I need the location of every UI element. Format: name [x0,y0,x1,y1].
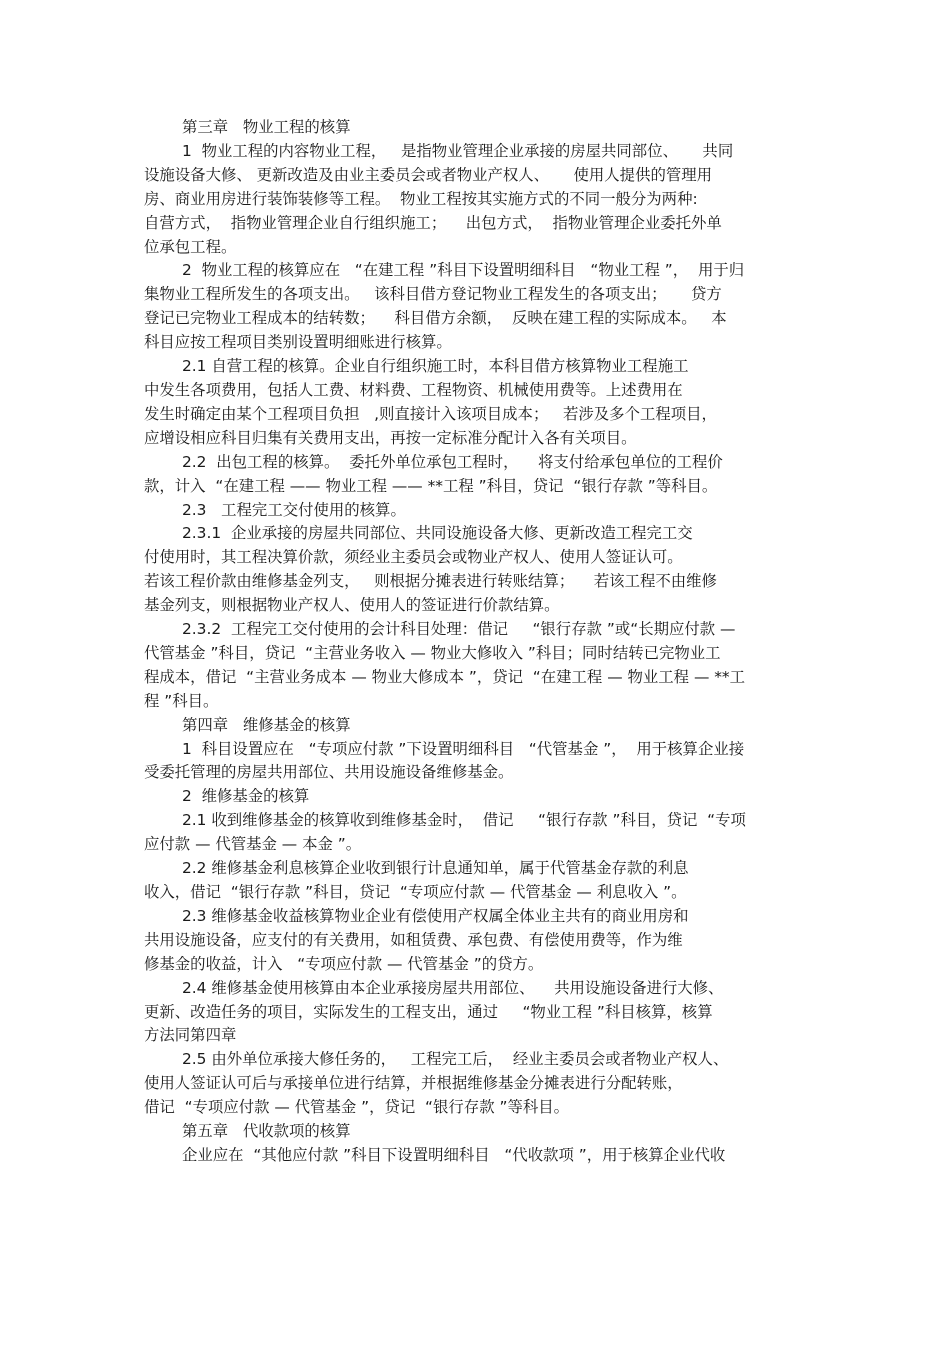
paragraph-line: 款，计入 “在建工程 —— 物业工程 —— **工程 ”科目，贷记 “银行存款 ”等科目。 [144,476,718,495]
paragraph-line: 位承包工程。 [144,237,237,256]
paragraph-line: 科目应按工程项目类别设置明细账进行核算。 [144,333,452,352]
paragraph-line: 2.5 由外单位承接大修任务的， 工程完工后， 经业主委员会或者物业产权人、 [182,1050,729,1069]
paragraph-line: 集物业工程所发生的各项支出。 该科目借方登记物业工程发生的各项支出； 贷方 [144,285,722,304]
paragraph-line: 自营方式， 指物业管理企业自行组织施工； 出包方式， 指物业管理企业委托外单 [144,213,722,232]
paragraph-line: 基金列支，则根据物业产权人、使用人的签证进行价款结算。 [144,596,560,615]
section-heading: 2 维修基金的核算 [182,787,310,806]
chapter-4-heading: 第四章 维修基金的核算 [182,715,351,734]
paragraph-line: 更新、改造任务的项目，实际发生的工程支出，通过 “物业工程 ”科目核算，核算 [144,1002,713,1021]
paragraph-line: 2.1 自营工程的核算。企业自行组织施工时，本科目借方核算物业工程施工 [182,357,689,376]
paragraph-line: 设施设备大修、 更新改造及由业主委员会或者物业产权人、 使用人提供的管理用 [144,165,713,184]
paragraph-line: 受委托管理的房屋共用部位、共用设施设备维修基金。 [144,763,514,782]
paragraph-line: 应付款 — 代管基金 — 本金 ”。 [144,835,362,854]
paragraph-line: 程 ”科目。 [144,691,219,710]
paragraph-line: 使用人签证认可后与承接单位进行结算，并根据维修基金分摊表进行分配转账， [144,1074,683,1093]
paragraph-line: 共用设施设备，应支付的有关费用，如租赁费、承包费、有偿使用费等，作为维 [144,930,683,949]
paragraph-line: 登记已完物业工程成本的结转数； 科目借方余额， 反映在建工程的实际成本。 本 [144,309,727,328]
chapter-3-heading: 第三章 物业工程的核算 [182,118,351,136]
paragraph-line: 1 物业工程的内容物业工程， 是指物业管理企业承接的房屋共同部位、 共同 [182,141,734,160]
paragraph-line: 发生时确定由某个工程项目负担 ,则直接计入该项目成本； 若涉及多个工程项目， [144,404,717,423]
paragraph-line: 中发生各项费用，包括人工费、材料费、工程物资、机械使用费等。上述费用在 [144,380,683,399]
paragraph-line: 2.1 收到维修基金的核算收到维修基金时， 借记 “银行存款 ”科目，贷记 “专项 [182,811,746,830]
paragraph-line: 企业应在 “其他应付款 ”科目下设置明细科目 “代收款项 ”，用于核算企业代收 [182,1145,726,1164]
paragraph-line: 房、商业用房进行装饰装修等工程。 物业工程按其实施方式的不同一般分为两种: [144,189,698,208]
paragraph-line: 收入，借记 “银行存款 ”科目，贷记 “专项应付款 — 代管基金 — 利息收入 ”。 [144,883,687,901]
section-heading: 2.3 工程完工交付使用的核算。 [182,500,406,519]
paragraph-line: 借记 “专项应付款 — 代管基金 ”，贷记 “银行存款 ”等科目。 [144,1098,570,1117]
paragraph-line: 2.2 维修基金利息核算企业收到银行计息通知单，属于代管基金存款的利息 [182,859,689,878]
paragraph-line: 2.3.1 企业承接的房屋共同部位、共同设施设备大修、更新改造工程完工交 [182,524,693,543]
chapter-5-heading: 第五章 代收款项的核算 [182,1122,351,1141]
paragraph-line: 程成本，借记 “主营业务成本 — 物业大修成本 ”，贷记 “在建工程 — 物业工程 — **工 [144,667,746,686]
paragraph-line: 1 科目设置应在 “专项应付款 ”下设置明细科目 “代管基金 ”， 用于核算企业接 [182,739,745,758]
paragraph-line: 付使用时，其工程决算价款，须经业主委员会或物业产权人、使用人签证认可。 [144,548,683,567]
paragraph-line: 2.3 维修基金收益核算物业企业有偿使用产权属全体业主共有的商业用房和 [182,906,689,925]
paragraph-line: 方法同第四章 [144,1026,237,1045]
paragraph-line: 2.4 维修基金使用核算由本企业承接房屋共用部位、 共用设施设备进行大修、 [182,978,724,997]
paragraph-line: 2 物业工程的核算应在 “在建工程 ”科目下设置明细科目 “物业工程 ”， 用于归 [182,261,745,280]
paragraph-line: 2.2 出包工程的核算。 委托外单位承包工程时， 将支付给承包单位的工程价 [182,452,723,471]
paragraph-line: 代管基金 ”科目，贷记 “主营业务收入 — 物业大修收入 ”科目；同时结转已完物业工 [144,643,721,662]
document-body [144,116,812,1168]
paragraph-line: 修基金的收益，计入 “专项应付款 — 代管基金 ”的贷方。 [144,954,544,973]
paragraph-line: 2.3.2 工程完工交付使用的会计科目处理：借记 “银行存款 ”或“长期应付款 — [182,620,736,639]
paragraph-line: 若该工程价款由维修基金列支， 则根据分摊表进行转账结算； 若该工程不由维修 [144,572,717,591]
paragraph-line: 应增设相应科目归集有关费用支出，再按一定标准分配计入各有关项目。 [144,428,637,447]
